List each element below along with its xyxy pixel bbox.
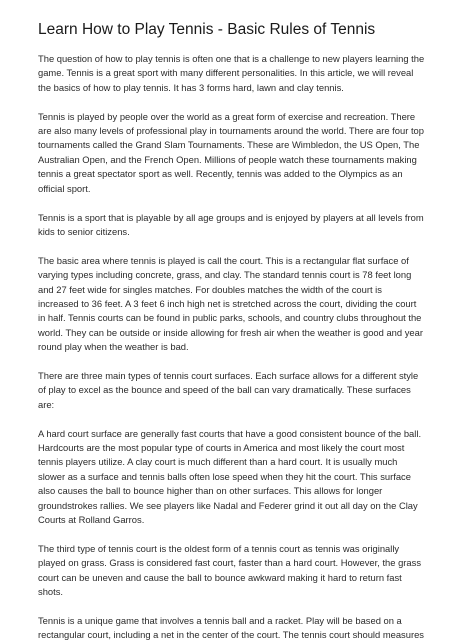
text-line: are: [38, 398, 55, 410]
text-line: tennis a great spectator sport as well. Recently, tennis was added to the Olympics as an [38, 168, 403, 180]
text-line: slower as a surface and tennis balls often lose speed when they hit the court. This surface [38, 470, 411, 482]
text-line: Tennis is a sport that is playable by all age groups and is enjoyed by players at all levels from [38, 211, 424, 223]
text-line: tournaments called the Grand Slam Tournaments. These are Wimbledon, the US Open, The [38, 139, 420, 151]
text-line: and 27 feet wide for singles matches. For doubles matches the width of the court is [38, 283, 382, 295]
text-line: in half. Tennis courts can be found in public parks, schools, and country clubs throughout the [38, 312, 422, 324]
text-line: increased to 36 feet. A 3 feet 6 inch high net is stretched across the court, dividing the court [38, 297, 417, 309]
text-line: The third type of tennis court is the oldest form of a tennis court as tennis was originally [38, 542, 400, 554]
text-line: are also many levels of professional play in tournaments around the world. There are four top [38, 125, 424, 137]
text-line: tennis players utilize. A clay court is much different than a hard court. It is usually much [38, 456, 398, 468]
text-line: shots. [38, 586, 64, 598]
text-line: Tennis is a unique game that involves a tennis ball and a racket. Play will be based on a [38, 615, 402, 626]
text-line: Hardcourts are the most popular type of courts in America and most likely the court most [38, 442, 405, 454]
paragraph [38, 614, 424, 640]
text-line: Australian Open, and the French Open. Millions of people watch these tournaments making [38, 153, 417, 165]
paragraph [38, 427, 420, 528]
paragraph [38, 110, 424, 196]
text-line: Tennis is played by people over the world as a great form of exercise and recreation. There [38, 110, 416, 122]
paragraph [38, 254, 423, 355]
text-line: There are three main types of tennis court surfaces. Each surface allows for a different style [38, 370, 419, 382]
text-line: round play when the weather is bad. [38, 341, 189, 353]
text-line: rectangular court, including a net in the center of the court. The tennis court should measures [38, 629, 424, 640]
text-line: the basics of how to play tennis. It has 3 forms hard, lawn and clay tennis. [38, 81, 344, 93]
text-line: game. Tennis is a great sport with many different personalities. In this article, we will reveal [38, 67, 414, 79]
paragraph [38, 211, 424, 240]
text-line: kids to senior citizens. [38, 225, 130, 237]
text-line: The question of how to play tennis is often one that is a challenge to new players learning the [38, 53, 425, 64]
text-line: court can be uneven and cause the ball to bounce awkward making it hard to return fast [38, 571, 402, 583]
text-line: official sport. [38, 182, 91, 194]
paragraph [38, 542, 420, 600]
paragraph [38, 369, 420, 412]
text-line: of play to excel as the bounce and speed of the ball can vary dramatically. These surfaces [38, 384, 411, 396]
text-line: groundstrokes rallies. We see players like Nadal and Federer grind it out all day on the Clay [38, 499, 418, 511]
page-title: Learn How to Play Tennis - Basic Rules of Tennis [38, 21, 376, 38]
paragraph [38, 52, 425, 95]
text-line: A hard court surface are generally fast courts that have a good consistent bounce of the ball. [38, 427, 422, 439]
text-line: world. They can be outside or inside allowing for fresh air when the weather is good and year [38, 326, 423, 338]
text-line: The basic area where tennis is played is call the court. This is a rectangular flat surface of [38, 254, 409, 266]
article-body [38, 52, 425, 640]
text-line: Courts at Rolland Garros. [38, 514, 145, 526]
text-line: played on grass. Grass is considered fast court, faster than a hard court. However, the grass [38, 557, 422, 569]
text-line: varying types including concrete, grass, and clay. The standard tennis court is 78 feet long [38, 269, 412, 281]
text-line: also causes the ball to bounce higher than on other surfaces. This allows for longer [38, 485, 383, 497]
